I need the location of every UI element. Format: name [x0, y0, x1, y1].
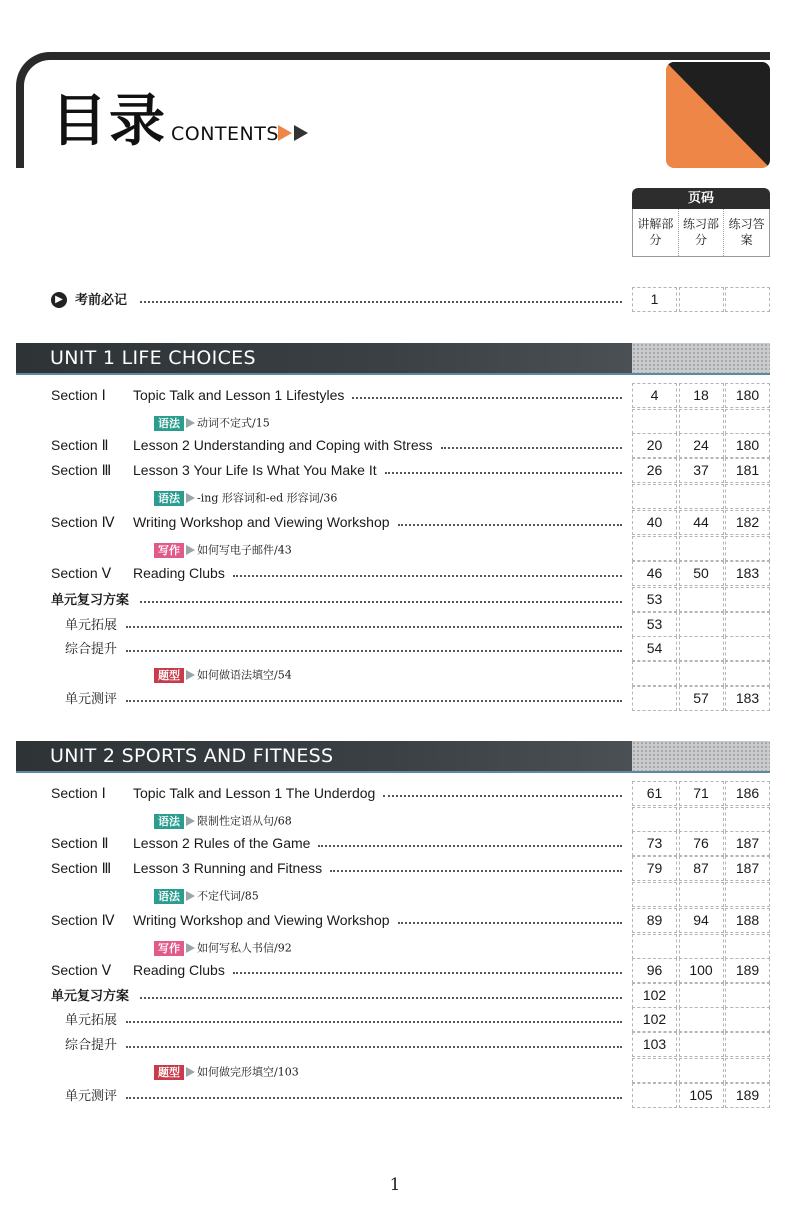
page-cell — [632, 807, 677, 832]
unit-banner-underline — [16, 771, 770, 773]
page-cell: 187 — [725, 856, 770, 881]
page-cell: 26 — [632, 458, 677, 483]
page-cell — [679, 1058, 724, 1083]
tag-arrow-icon — [186, 545, 195, 555]
topic-subtitle: 如何写电子邮件/43 — [197, 543, 292, 557]
toc-row[interactable] — [0, 587, 790, 612]
section-number: Section Ⅰ — [51, 387, 106, 403]
tag-arrow-icon — [186, 493, 195, 503]
page-cell: 76 — [679, 831, 724, 856]
toc-row[interactable] — [0, 908, 790, 933]
page-cell: 182 — [725, 510, 770, 535]
toc-row[interactable] — [0, 856, 790, 881]
topic-tag: 题型 — [154, 1065, 184, 1080]
page-title-cn: 目录 — [51, 89, 167, 154]
leader-dots — [140, 593, 622, 603]
page-cell — [632, 409, 677, 434]
section-number: Section Ⅱ — [51, 437, 109, 453]
tag-arrow-icon — [186, 670, 195, 680]
col-lecture: 讲解部分 — [633, 209, 679, 256]
page-cell: 24 — [679, 433, 724, 458]
toc-row[interactable] — [0, 433, 790, 458]
page-cell — [679, 612, 724, 637]
toc-row[interactable] — [0, 484, 790, 509]
leader-dots — [441, 439, 622, 449]
page-cell: 53 — [632, 612, 677, 637]
page-cell: 79 — [632, 856, 677, 881]
leader-dots — [352, 389, 622, 399]
page-cell: 102 — [632, 1007, 677, 1032]
page-cell — [725, 934, 770, 959]
page-cell: 44 — [679, 510, 724, 535]
page-cell — [632, 1083, 677, 1108]
review-sublabel: 单元测评 — [65, 692, 118, 707]
leader-dots — [385, 464, 622, 474]
page-cell — [679, 536, 724, 561]
page-number: 1 — [389, 1175, 401, 1195]
topic-subtitle: 如何做语法填空/54 — [197, 668, 292, 682]
page-cell — [725, 409, 770, 434]
page-cell — [679, 934, 724, 959]
page-cell: 96 — [632, 958, 677, 983]
page-code-title: 页码 — [632, 188, 770, 209]
section-title: Writing Workshop and Viewing Workshop — [133, 912, 390, 928]
page-cell — [679, 587, 724, 612]
page-cell: 37 — [679, 458, 724, 483]
page-cell: 57 — [679, 686, 724, 711]
section-title: Lesson 3 Running and Fitness — [133, 860, 323, 876]
page-cell — [725, 983, 770, 1008]
leader-dots — [398, 516, 622, 526]
page-cell: 18 — [679, 383, 724, 408]
leader-dots — [233, 964, 622, 974]
toc-row[interactable] — [0, 661, 790, 686]
tag-arrow-icon — [186, 891, 195, 901]
topic-tag: 写作 — [154, 941, 184, 956]
leader-dots — [398, 914, 622, 924]
toc-row[interactable] — [0, 510, 790, 535]
toc-row[interactable] — [0, 383, 790, 408]
page-cell — [679, 409, 724, 434]
review-sublabel: 单元测评 — [65, 1089, 118, 1104]
page-cell — [679, 287, 724, 312]
page-cell — [725, 1032, 770, 1057]
topic-subtitle: 如何写私人书信/92 — [197, 941, 292, 955]
section-number: Section Ⅰ — [51, 785, 106, 801]
tag-arrow-icon — [186, 816, 195, 826]
section-number: Section Ⅴ — [51, 962, 112, 978]
unit-banner-underline — [16, 373, 770, 375]
header-corner-decoration — [666, 62, 770, 168]
section-number: Section Ⅴ — [51, 565, 112, 581]
page-cell — [632, 934, 677, 959]
review-label: 单元复习方案 — [51, 989, 130, 1004]
toc-row[interactable] — [0, 612, 790, 637]
page-cell: 50 — [679, 561, 724, 586]
page-cell — [679, 636, 724, 661]
section-number: Section Ⅲ — [51, 462, 112, 478]
page-cell: 187 — [725, 831, 770, 856]
page-cell: 180 — [725, 433, 770, 458]
toc-label: 考前必记 — [75, 293, 128, 308]
topic-subtitle: 限制性定语从句/68 — [197, 814, 292, 828]
page-cell: 61 — [632, 781, 677, 806]
page-cell — [632, 1058, 677, 1083]
page-cell: 87 — [679, 856, 724, 881]
page-cell: 105 — [679, 1083, 724, 1108]
page-cell — [679, 1007, 724, 1032]
page-cell: 189 — [725, 1083, 770, 1108]
page-cell — [632, 484, 677, 509]
leader-dots — [126, 1038, 622, 1048]
section-title: Lesson 2 Understanding and Coping with Stress — [133, 437, 433, 453]
page-cell — [725, 287, 770, 312]
page-cell — [725, 587, 770, 612]
toc-row-intro[interactable] — [0, 287, 790, 312]
section-title: Reading Clubs — [133, 565, 225, 581]
page-cell: 1 — [632, 287, 677, 312]
play-bullet-icon: ▶ — [51, 292, 67, 308]
unit-title: UNIT 2 SPORTS AND FITNESS — [50, 745, 334, 767]
page-cell — [632, 882, 677, 907]
review-sublabel: 综合提升 — [65, 1038, 118, 1053]
page-cell — [679, 661, 724, 686]
page-cell — [679, 1032, 724, 1057]
toc-row[interactable] — [0, 1083, 790, 1108]
page-cell: 183 — [725, 561, 770, 586]
leader-dots — [140, 293, 622, 303]
toc-row[interactable] — [0, 1032, 790, 1057]
page-cell — [632, 686, 677, 711]
unit-banner — [16, 741, 770, 771]
page-cell — [679, 882, 724, 907]
topic-tag: 语法 — [154, 491, 184, 506]
leader-dots — [126, 642, 622, 652]
leader-dots — [330, 862, 622, 872]
topic-tag: 题型 — [154, 668, 184, 683]
page-cell: 89 — [632, 908, 677, 933]
page-cell: 181 — [725, 458, 770, 483]
toc-row[interactable] — [0, 561, 790, 586]
toc-row[interactable] — [0, 807, 790, 832]
leader-dots — [126, 618, 622, 628]
section-title: Lesson 2 Rules of the Game — [133, 835, 311, 851]
page-cell — [679, 807, 724, 832]
page-cell — [725, 536, 770, 561]
page-cell — [679, 484, 724, 509]
page-cell: 40 — [632, 510, 677, 535]
page-cell: 73 — [632, 831, 677, 856]
section-title: Topic Talk and Lesson 1 Lifestyles — [133, 387, 345, 403]
tag-arrow-icon — [186, 418, 195, 428]
page-cell — [725, 636, 770, 661]
section-number: Section Ⅲ — [51, 860, 112, 876]
section-title: Lesson 3 Your Life Is What You Make It — [133, 462, 377, 478]
tag-arrow-icon — [186, 943, 195, 953]
review-sublabel: 单元拓展 — [65, 1013, 118, 1028]
page-cell — [679, 983, 724, 1008]
page-cell — [725, 1007, 770, 1032]
col-answers: 练习答案 — [728, 217, 765, 247]
section-title: Reading Clubs — [133, 962, 225, 978]
topic-tag: 写作 — [154, 543, 184, 558]
leader-dots — [383, 787, 622, 797]
page-cell: 183 — [725, 686, 770, 711]
page-cell: 4 — [632, 383, 677, 408]
toc-row[interactable] — [0, 409, 790, 434]
topic-subtitle: -ing 形容词和-ed 形容词/36 — [197, 491, 338, 505]
leader-dots — [126, 1013, 622, 1023]
topic-tag: 语法 — [154, 814, 184, 829]
page-title-en: CONTENTS — [171, 123, 279, 145]
leader-dots — [318, 837, 622, 847]
tag-arrow-icon — [186, 1067, 195, 1077]
toc-row[interactable] — [0, 781, 790, 806]
page-cell — [725, 1058, 770, 1083]
page-cell — [725, 661, 770, 686]
page-cell: 188 — [725, 908, 770, 933]
unit-banner-grey — [632, 343, 770, 373]
section-number: Section Ⅳ — [51, 514, 115, 530]
leader-dots — [126, 1089, 622, 1099]
toc-row[interactable] — [0, 636, 790, 661]
review-sublabel: 综合提升 — [65, 642, 118, 657]
toc-row[interactable] — [0, 1058, 790, 1083]
toc-row[interactable] — [0, 831, 790, 856]
col-practice: 练习部分 — [679, 209, 725, 256]
page-cell: 189 — [725, 958, 770, 983]
unit-banner — [16, 343, 770, 373]
toc-row[interactable] — [0, 983, 790, 1008]
page-cell — [632, 536, 677, 561]
section-number: Section Ⅳ — [51, 912, 115, 928]
toc-row[interactable] — [0, 686, 790, 711]
page-cell — [725, 807, 770, 832]
page-cell: 102 — [632, 983, 677, 1008]
page-cell: 94 — [679, 908, 724, 933]
leader-dots — [140, 989, 622, 999]
leader-dots — [126, 692, 622, 702]
toc-row[interactable] — [0, 536, 790, 561]
section-number: Section Ⅱ — [51, 835, 109, 851]
topic-subtitle: 如何做完形填空/103 — [197, 1065, 299, 1079]
topic-tag: 语法 — [154, 416, 184, 431]
toc-row[interactable] — [0, 934, 790, 959]
page-cell: 180 — [725, 383, 770, 408]
toc-row[interactable] — [0, 1007, 790, 1032]
page-cell — [725, 484, 770, 509]
topic-tag: 语法 — [154, 889, 184, 904]
page-header — [16, 52, 770, 168]
page-cell — [632, 661, 677, 686]
page-cell: 186 — [725, 781, 770, 806]
page-cell: 53 — [632, 587, 677, 612]
topic-subtitle: 动词不定式/15 — [197, 416, 270, 430]
toc-row[interactable] — [0, 458, 790, 483]
review-sublabel: 单元拓展 — [65, 618, 118, 633]
unit-title: UNIT 1 LIFE CHOICES — [50, 347, 256, 369]
page-cell: 46 — [632, 561, 677, 586]
page-code-header — [632, 188, 770, 257]
page-cell — [725, 612, 770, 637]
page-cell: 100 — [679, 958, 724, 983]
unit-banner-grey — [632, 741, 770, 771]
double-arrow-icon — [278, 125, 310, 146]
page-cell: 71 — [679, 781, 724, 806]
review-label: 单元复习方案 — [51, 593, 130, 608]
page-cell — [725, 882, 770, 907]
leader-dots — [233, 567, 622, 577]
toc-row[interactable] — [0, 958, 790, 983]
page-cell: 103 — [632, 1032, 677, 1057]
section-title: Writing Workshop and Viewing Workshop — [133, 514, 390, 530]
topic-subtitle: 不定代词/85 — [197, 889, 259, 903]
section-title: Topic Talk and Lesson 1 The Underdog — [133, 785, 376, 801]
toc-row[interactable] — [0, 882, 790, 907]
page-cell: 54 — [632, 636, 677, 661]
page-cell: 20 — [632, 433, 677, 458]
